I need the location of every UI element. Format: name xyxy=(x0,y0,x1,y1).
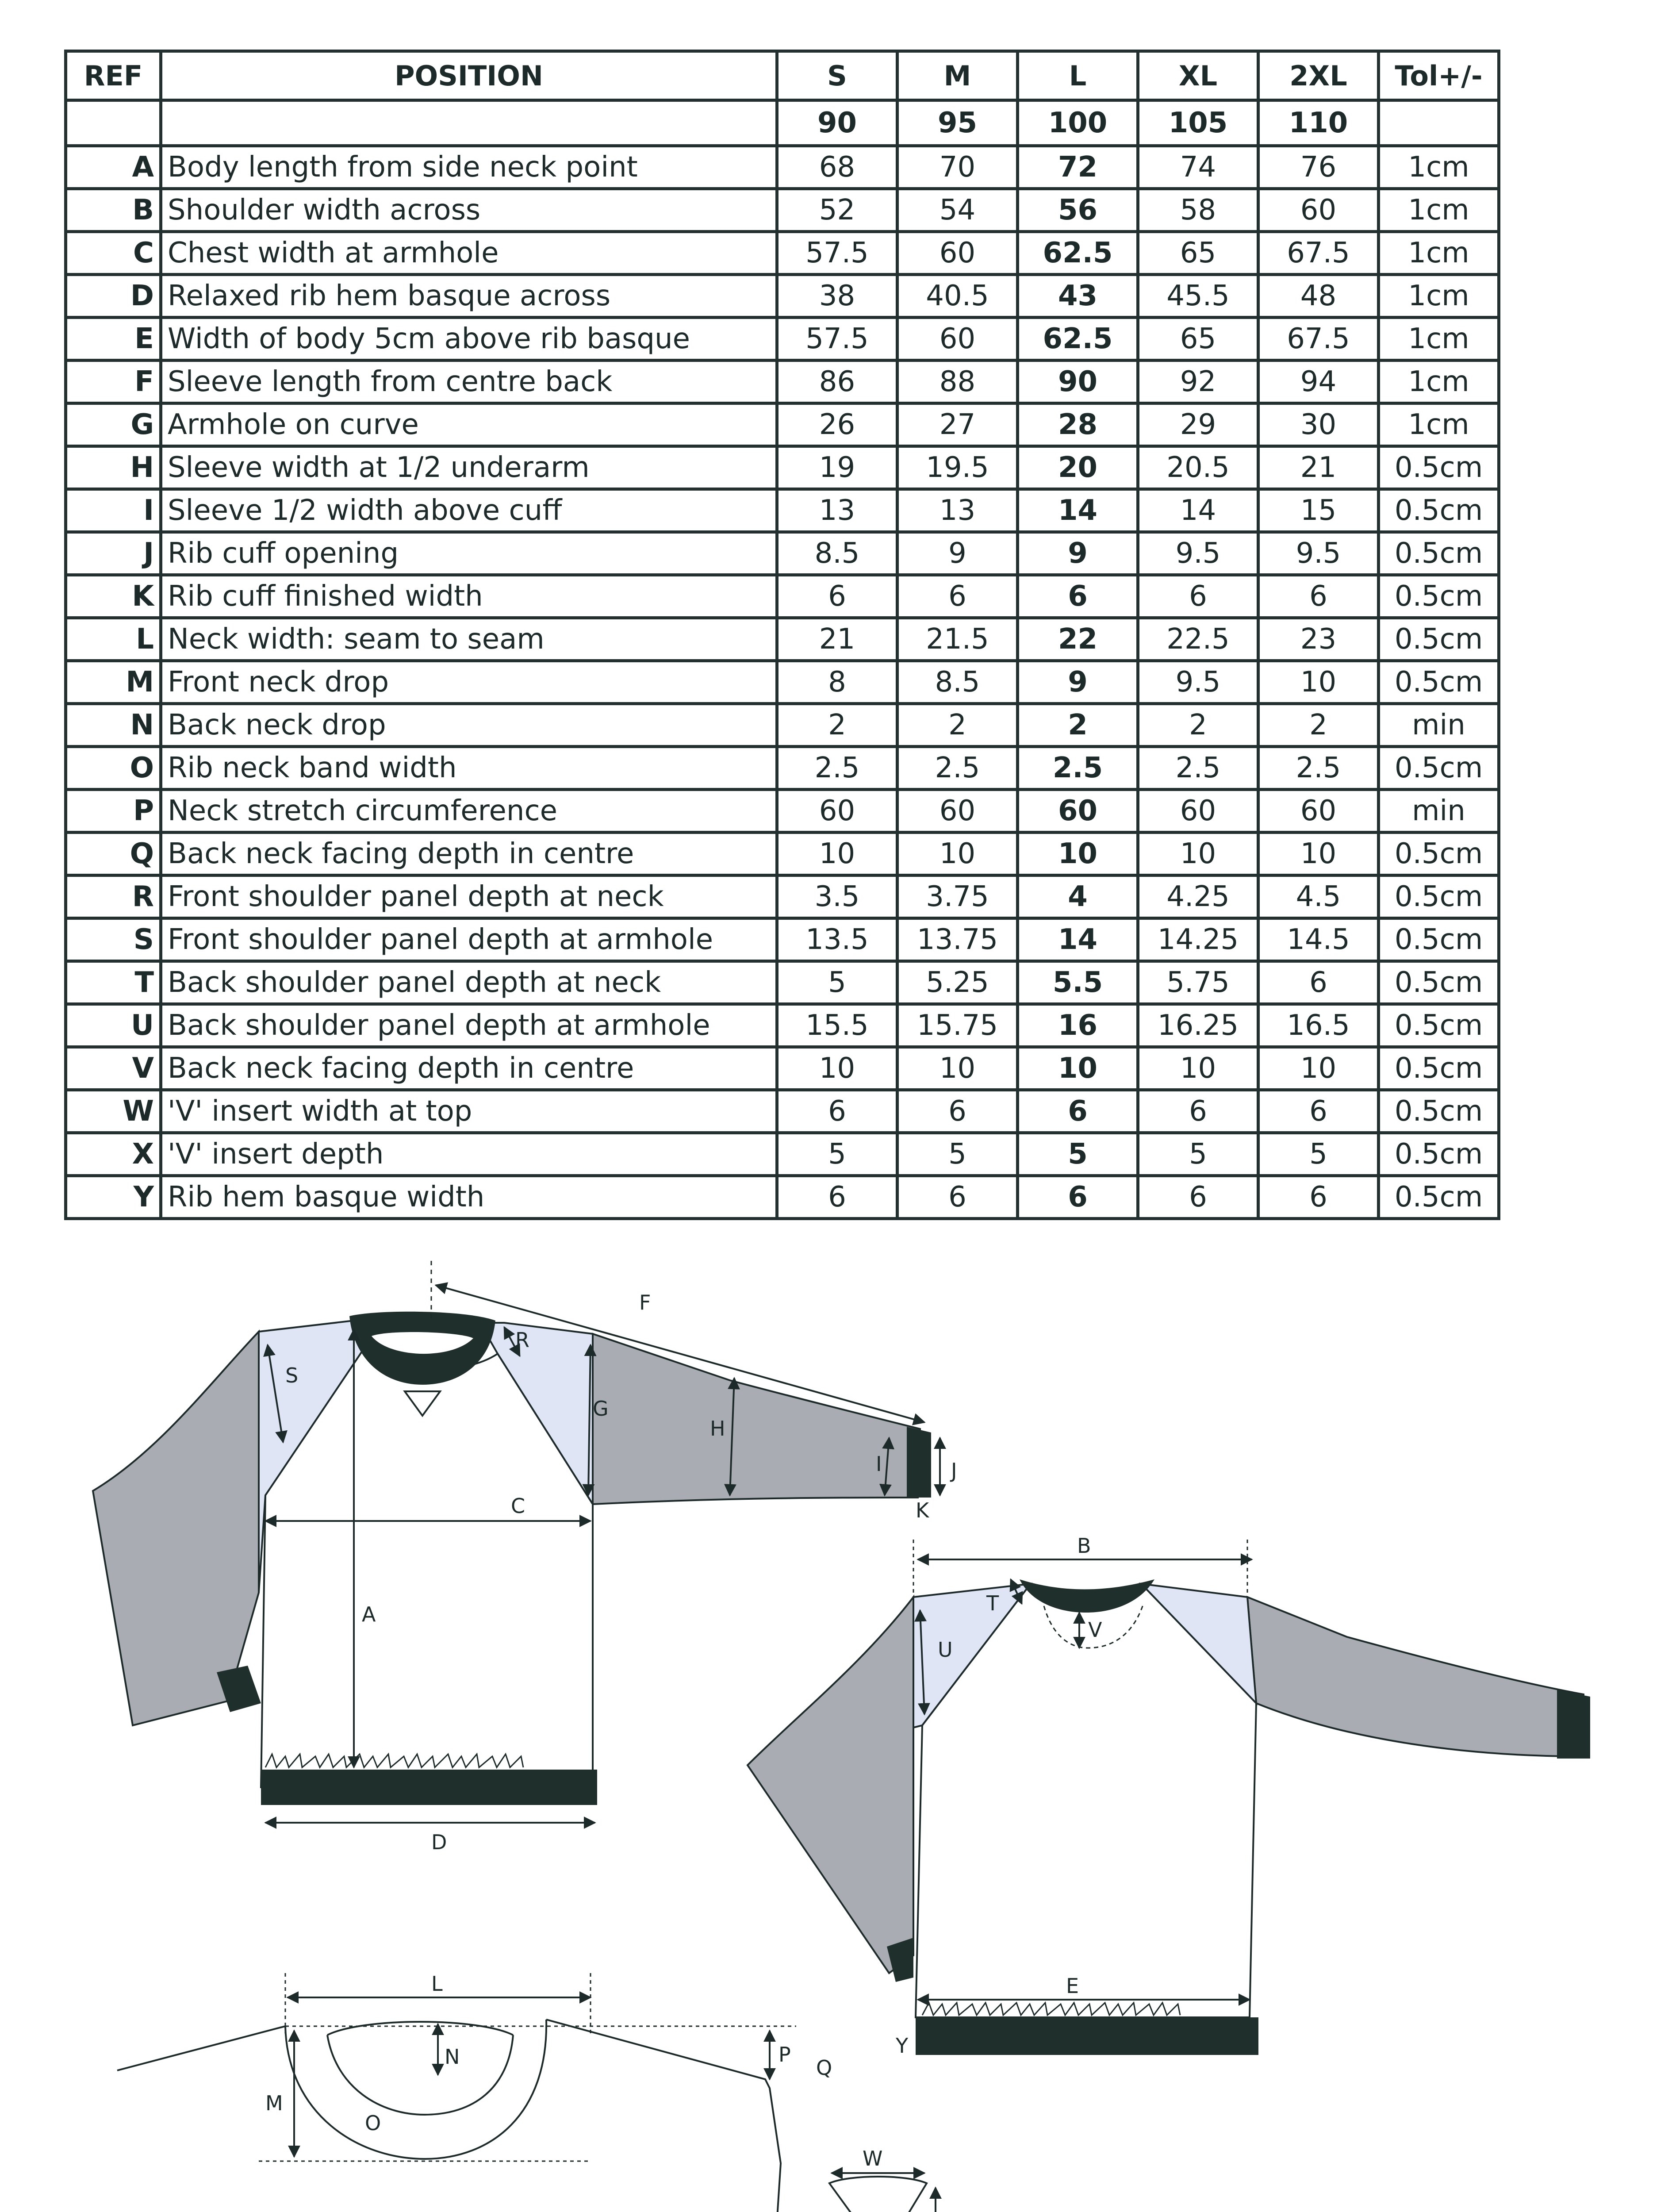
size-l-cell: 62.5 xyxy=(1018,232,1138,275)
size-xl-cell: 9.5 xyxy=(1138,532,1258,575)
size-s-cell: 5 xyxy=(777,1133,897,1176)
size-2xl-cell: 6 xyxy=(1258,575,1379,618)
size-2xl-cell: 21 xyxy=(1258,446,1379,489)
position-cell: Body length from side neck point xyxy=(161,146,777,189)
size-2xl-cell: 6 xyxy=(1258,961,1379,1004)
position-cell: Rib cuff opening xyxy=(161,532,777,575)
ref-cell: F xyxy=(66,361,161,403)
size-2xl-cell: 9.5 xyxy=(1258,532,1379,575)
size-l-cell: 9 xyxy=(1018,661,1138,704)
size-l-cell: 72 xyxy=(1018,146,1138,189)
position-cell: 'V' insert width at top xyxy=(161,1090,777,1133)
tolerance-cell: 0.5cm xyxy=(1379,1176,1499,1219)
header-size-l: L xyxy=(1018,51,1138,100)
label-s: S xyxy=(285,1363,299,1387)
position-cell: Sleeve length from centre back xyxy=(161,361,777,403)
size-xl-cell: 5.75 xyxy=(1138,961,1258,1004)
front-right-cuff xyxy=(907,1427,931,1498)
ref-cell: E xyxy=(66,318,161,361)
size-2xl-cell: 5 xyxy=(1258,1133,1379,1176)
size-s-cell: 52 xyxy=(777,189,897,232)
position-cell: Back neck facing depth in centre xyxy=(161,1047,777,1090)
size-2xl-cell: 6 xyxy=(1258,1176,1379,1219)
size-l-cell: 16 xyxy=(1018,1004,1138,1047)
label-v: V xyxy=(1088,1618,1102,1642)
size-xl-cell: 45.5 xyxy=(1138,275,1258,318)
tolerance-cell: 0.5cm xyxy=(1379,918,1499,961)
size-2xl-cell: 16.5 xyxy=(1258,1004,1379,1047)
ref-cell: K xyxy=(66,575,161,618)
ref-cell: H xyxy=(66,446,161,489)
size-s-cell: 86 xyxy=(777,361,897,403)
size-xl-cell: 2.5 xyxy=(1138,747,1258,790)
back-hem-rib xyxy=(916,2017,1258,2055)
label-k: K xyxy=(916,1498,929,1522)
size-xl-cell: 14 xyxy=(1138,489,1258,532)
tolerance-cell: 0.5cm xyxy=(1379,1004,1499,1047)
size-xl-cell: 6 xyxy=(1138,1090,1258,1133)
size-l-cell: 6 xyxy=(1018,1090,1138,1133)
front-hem-rib xyxy=(261,1770,597,1805)
label-n: N xyxy=(445,2045,460,2069)
ref-cell: R xyxy=(66,876,161,918)
tolerance-cell: 0.5cm xyxy=(1379,747,1499,790)
size-xl-cell: 29 xyxy=(1138,403,1258,446)
size-2xl-cell: 67.5 xyxy=(1258,318,1379,361)
size-l-cell: 10 xyxy=(1018,833,1138,876)
size-xl-cell: 10 xyxy=(1138,1047,1258,1090)
position-cell: Width of body 5cm above rib basque xyxy=(161,318,777,361)
tolerance-cell: 0.5cm xyxy=(1379,489,1499,532)
position-cell: Back shoulder panel depth at armhole xyxy=(161,1004,777,1047)
label-c: C xyxy=(511,1494,525,1518)
ref-cell: A xyxy=(66,146,161,189)
label-r: R xyxy=(515,1328,529,1352)
position-cell: Armhole on curve xyxy=(161,403,777,446)
ref-cell: U xyxy=(66,1004,161,1047)
size-xl-cell: 16.25 xyxy=(1138,1004,1258,1047)
label-t: T xyxy=(986,1591,999,1615)
size-m-cell: 88 xyxy=(897,361,1018,403)
header-size-2xl: 2XL xyxy=(1258,51,1379,100)
label-a: A xyxy=(362,1602,376,1626)
size-s-cell: 6 xyxy=(777,575,897,618)
ref-cell: L xyxy=(66,618,161,661)
size-2xl-cell: 14.5 xyxy=(1258,918,1379,961)
tolerance-cell: 0.5cm xyxy=(1379,1133,1499,1176)
size-xl-cell: 92 xyxy=(1138,361,1258,403)
position-cell: Neck width: seam to seam xyxy=(161,618,777,661)
position-cell: Rib cuff finished width xyxy=(161,575,777,618)
size-m-cell: 19.5 xyxy=(897,446,1018,489)
ref-cell: V xyxy=(66,1047,161,1090)
v-insert-detail xyxy=(829,2147,963,2212)
size-s-cell: 6 xyxy=(777,1090,897,1133)
size-m-cell: 21.5 xyxy=(897,618,1018,661)
position-cell: Back shoulder panel depth at neck xyxy=(161,961,777,1004)
tolerance-cell: 0.5cm xyxy=(1379,661,1499,704)
size-l-cell: 56 xyxy=(1018,189,1138,232)
size-s-cell: 60 xyxy=(777,790,897,833)
tolerance-cell: 1cm xyxy=(1379,146,1499,189)
size-m-cell: 13.75 xyxy=(897,918,1018,961)
size-xl-cell: 6 xyxy=(1138,575,1258,618)
position-cell: Front shoulder panel depth at armhole xyxy=(161,918,777,961)
size-s-cell: 10 xyxy=(777,833,897,876)
size-xl-cell: 10 xyxy=(1138,833,1258,876)
label-g: G xyxy=(593,1397,609,1421)
tolerance-cell: 0.5cm xyxy=(1379,532,1499,575)
v-insert-triangle xyxy=(829,2177,927,2212)
tolerance-cell: 0.5cm xyxy=(1379,833,1499,876)
size-l-cell: 9 xyxy=(1018,532,1138,575)
size-2xl-cell: 60 xyxy=(1258,189,1379,232)
label-l: L xyxy=(431,1972,443,1996)
size-2xl-cell: 2.5 xyxy=(1258,747,1379,790)
ref-cell: T xyxy=(66,961,161,1004)
size-m-cell: 2.5 xyxy=(897,747,1018,790)
size-m-cell: 3.75 xyxy=(897,876,1018,918)
size-2xl-cell: 48 xyxy=(1258,275,1379,318)
size-m-cell: 5 xyxy=(897,1133,1018,1176)
position-cell: Shoulder width across xyxy=(161,189,777,232)
position-cell: Front neck drop xyxy=(161,661,777,704)
size-2xl-cell: 10 xyxy=(1258,833,1379,876)
tolerance-cell: 1cm xyxy=(1379,232,1499,275)
position-cell: Back neck drop xyxy=(161,704,777,747)
neck-detail xyxy=(117,1972,832,2212)
label-i: I xyxy=(876,1452,882,1476)
tolerance-cell: 1cm xyxy=(1379,318,1499,361)
position-cell: Relaxed rib hem basque across xyxy=(161,275,777,318)
position-cell: Rib neck band width xyxy=(161,747,777,790)
front-right-sleeve xyxy=(593,1334,920,1504)
size-xl-cell: 65 xyxy=(1138,318,1258,361)
tolerance-cell: 1cm xyxy=(1379,361,1499,403)
label-o: O xyxy=(365,2111,381,2135)
header-tolerance: Tol+/- xyxy=(1379,51,1499,100)
size-m-cell: 6 xyxy=(897,1090,1018,1133)
header-position: POSITION xyxy=(161,51,777,100)
size-xl-cell: 60 xyxy=(1138,790,1258,833)
size-xl-cell: 9.5 xyxy=(1138,661,1258,704)
size-s-cell: 6 xyxy=(777,1176,897,1219)
label-e: E xyxy=(1066,1974,1079,1998)
size-s-cell: 5 xyxy=(777,961,897,1004)
size-s-cell: 2.5 xyxy=(777,747,897,790)
size-m-cell: 40.5 xyxy=(897,275,1018,318)
label-p: P xyxy=(778,2043,791,2066)
front-left-sleeve xyxy=(93,1332,259,1725)
size-m-cell: 8.5 xyxy=(897,661,1018,704)
size-l-cell: 5.5 xyxy=(1018,961,1138,1004)
size-l-cell: 62.5 xyxy=(1018,318,1138,361)
header-size-m: M xyxy=(897,51,1018,100)
tolerance-cell: 0.5cm xyxy=(1379,961,1499,1004)
tolerance-cell: min xyxy=(1379,704,1499,747)
size-s-cell: 57.5 xyxy=(777,232,897,275)
size-m-cell: 15.75 xyxy=(897,1004,1018,1047)
back-view-sweater xyxy=(748,1534,1590,2058)
ref-cell: B xyxy=(66,189,161,232)
size-s-cell: 68 xyxy=(777,146,897,189)
size-m-cell: 2 xyxy=(897,704,1018,747)
tolerance-cell: 0.5cm xyxy=(1379,876,1499,918)
base-size-xl: 105 xyxy=(1138,100,1258,146)
tolerance-cell: 1cm xyxy=(1379,403,1499,446)
neck-back-drop-curve xyxy=(327,2022,513,2035)
size-l-cell: 6 xyxy=(1018,575,1138,618)
label-w: W xyxy=(863,2147,883,2170)
ref-cell: P xyxy=(66,790,161,833)
header-size-xl: XL xyxy=(1138,51,1258,100)
label-q: Q xyxy=(816,2056,832,2080)
size-l-cell: 2.5 xyxy=(1018,747,1138,790)
base-size-2xl: 110 xyxy=(1258,100,1379,146)
size-l-cell: 5 xyxy=(1018,1133,1138,1176)
size-xl-cell: 58 xyxy=(1138,189,1258,232)
position-cell: Rib hem basque width xyxy=(161,1176,777,1219)
label-b: B xyxy=(1077,1534,1091,1558)
ref-cell: G xyxy=(66,403,161,446)
tolerance-cell: 0.5cm xyxy=(1379,446,1499,489)
size-s-cell: 21 xyxy=(777,618,897,661)
header-ref: REF xyxy=(66,51,161,100)
size-s-cell: 13.5 xyxy=(777,918,897,961)
ref-cell: X xyxy=(66,1133,161,1176)
size-xl-cell: 65 xyxy=(1138,232,1258,275)
size-m-cell: 9 xyxy=(897,532,1018,575)
size-s-cell: 10 xyxy=(777,1047,897,1090)
ref-cell: S xyxy=(66,918,161,961)
size-m-cell: 6 xyxy=(897,1176,1018,1219)
tolerance-cell: 0.5cm xyxy=(1379,1047,1499,1090)
size-l-cell: 14 xyxy=(1018,489,1138,532)
size-l-cell: 14 xyxy=(1018,918,1138,961)
size-2xl-cell: 30 xyxy=(1258,403,1379,446)
label-d: D xyxy=(431,1830,447,1854)
ref-cell: I xyxy=(66,489,161,532)
tolerance-cell: 1cm xyxy=(1379,189,1499,232)
label-f: F xyxy=(639,1290,651,1314)
position-cell: Chest width at armhole xyxy=(161,232,777,275)
size-s-cell: 8 xyxy=(777,661,897,704)
size-l-cell: 6 xyxy=(1018,1176,1138,1219)
size-m-cell: 27 xyxy=(897,403,1018,446)
ref-cell: Q xyxy=(66,833,161,876)
size-l-cell: 28 xyxy=(1018,403,1138,446)
ref-cell: J xyxy=(66,532,161,575)
size-l-cell: 20 xyxy=(1018,446,1138,489)
tolerance-cell: min xyxy=(1379,790,1499,833)
neck-outer-curve xyxy=(285,2020,546,2159)
size-s-cell: 38 xyxy=(777,275,897,318)
ref-cell: C xyxy=(66,232,161,275)
back-right-sleeve xyxy=(1247,1597,1584,1756)
size-2xl-cell: 67.5 xyxy=(1258,232,1379,275)
tolerance-cell: 0.5cm xyxy=(1379,1090,1499,1133)
size-xl-cell: 4.25 xyxy=(1138,876,1258,918)
size-2xl-cell: 23 xyxy=(1258,618,1379,661)
size-xl-cell: 6 xyxy=(1138,1176,1258,1219)
size-2xl-cell: 60 xyxy=(1258,790,1379,833)
label-u: U xyxy=(938,1638,953,1662)
size-s-cell: 8.5 xyxy=(777,532,897,575)
size-2xl-cell: 15 xyxy=(1258,489,1379,532)
size-s-cell: 26 xyxy=(777,403,897,446)
position-cell: Back neck facing depth in centre xyxy=(161,833,777,876)
label-j: J xyxy=(951,1459,957,1482)
size-l-cell: 90 xyxy=(1018,361,1138,403)
size-m-cell: 6 xyxy=(897,575,1018,618)
size-xl-cell: 14.25 xyxy=(1138,918,1258,961)
size-s-cell: 3.5 xyxy=(777,876,897,918)
size-s-cell: 19 xyxy=(777,446,897,489)
label-y: Y xyxy=(896,2034,909,2058)
header-size-s: S xyxy=(777,51,897,100)
position-cell: Sleeve width at 1/2 underarm xyxy=(161,446,777,489)
label-h: H xyxy=(710,1417,725,1440)
ref-cell: N xyxy=(66,704,161,747)
size-xl-cell: 5 xyxy=(1138,1133,1258,1176)
ref-cell: Y xyxy=(66,1176,161,1219)
back-left-sleeve xyxy=(748,1597,913,1973)
size-m-cell: 54 xyxy=(897,189,1018,232)
size-l-cell: 10 xyxy=(1018,1047,1138,1090)
size-m-cell: 60 xyxy=(897,318,1018,361)
position-cell: 'V' insert depth xyxy=(161,1133,777,1176)
size-l-cell: 22 xyxy=(1018,618,1138,661)
size-m-cell: 60 xyxy=(897,790,1018,833)
size-l-cell: 60 xyxy=(1018,790,1138,833)
size-2xl-cell: 10 xyxy=(1258,661,1379,704)
position-cell: Sleeve 1/2 width above cuff xyxy=(161,489,777,532)
size-m-cell: 10 xyxy=(897,1047,1018,1090)
ref-cell: M xyxy=(66,661,161,704)
size-m-cell: 60 xyxy=(897,232,1018,275)
back-right-cuff xyxy=(1557,1690,1590,1759)
size-l-cell: 2 xyxy=(1018,704,1138,747)
tolerance-cell: 0.5cm xyxy=(1379,575,1499,618)
size-s-cell: 15.5 xyxy=(777,1004,897,1047)
size-l-cell: 4 xyxy=(1018,876,1138,918)
tolerance-cell: 1cm xyxy=(1379,275,1499,318)
size-m-cell: 70 xyxy=(897,146,1018,189)
size-2xl-cell: 6 xyxy=(1258,1090,1379,1133)
size-xl-cell: 2 xyxy=(1138,704,1258,747)
size-xl-cell: 20.5 xyxy=(1138,446,1258,489)
ref-cell: O xyxy=(66,747,161,790)
neck-band-curve xyxy=(327,2035,513,2115)
size-m-cell: 13 xyxy=(897,489,1018,532)
size-m-cell: 5.25 xyxy=(897,961,1018,1004)
position-cell: Front shoulder panel depth at neck xyxy=(161,876,777,918)
size-l-cell: 43 xyxy=(1018,275,1138,318)
size-xl-cell: 74 xyxy=(1138,146,1258,189)
tolerance-cell: 0.5cm xyxy=(1379,618,1499,661)
label-m: M xyxy=(265,2091,283,2115)
base-size-m: 95 xyxy=(897,100,1018,146)
ref-cell: W xyxy=(66,1090,161,1133)
front-left-cuff xyxy=(217,1666,261,1712)
base-size-l: 100 xyxy=(1018,100,1138,146)
position-cell: Neck stretch circumference xyxy=(161,790,777,833)
size-s-cell: 13 xyxy=(777,489,897,532)
size-2xl-cell: 2 xyxy=(1258,704,1379,747)
size-2xl-cell: 76 xyxy=(1258,146,1379,189)
size-2xl-cell: 4.5 xyxy=(1258,876,1379,918)
size-m-cell: 10 xyxy=(897,833,1018,876)
size-s-cell: 2 xyxy=(777,704,897,747)
size-s-cell: 57.5 xyxy=(777,318,897,361)
ref-cell: D xyxy=(66,275,161,318)
size-2xl-cell: 94 xyxy=(1258,361,1379,403)
base-size-s: 90 xyxy=(777,100,897,146)
size-xl-cell: 22.5 xyxy=(1138,618,1258,661)
size-2xl-cell: 10 xyxy=(1258,1047,1379,1090)
